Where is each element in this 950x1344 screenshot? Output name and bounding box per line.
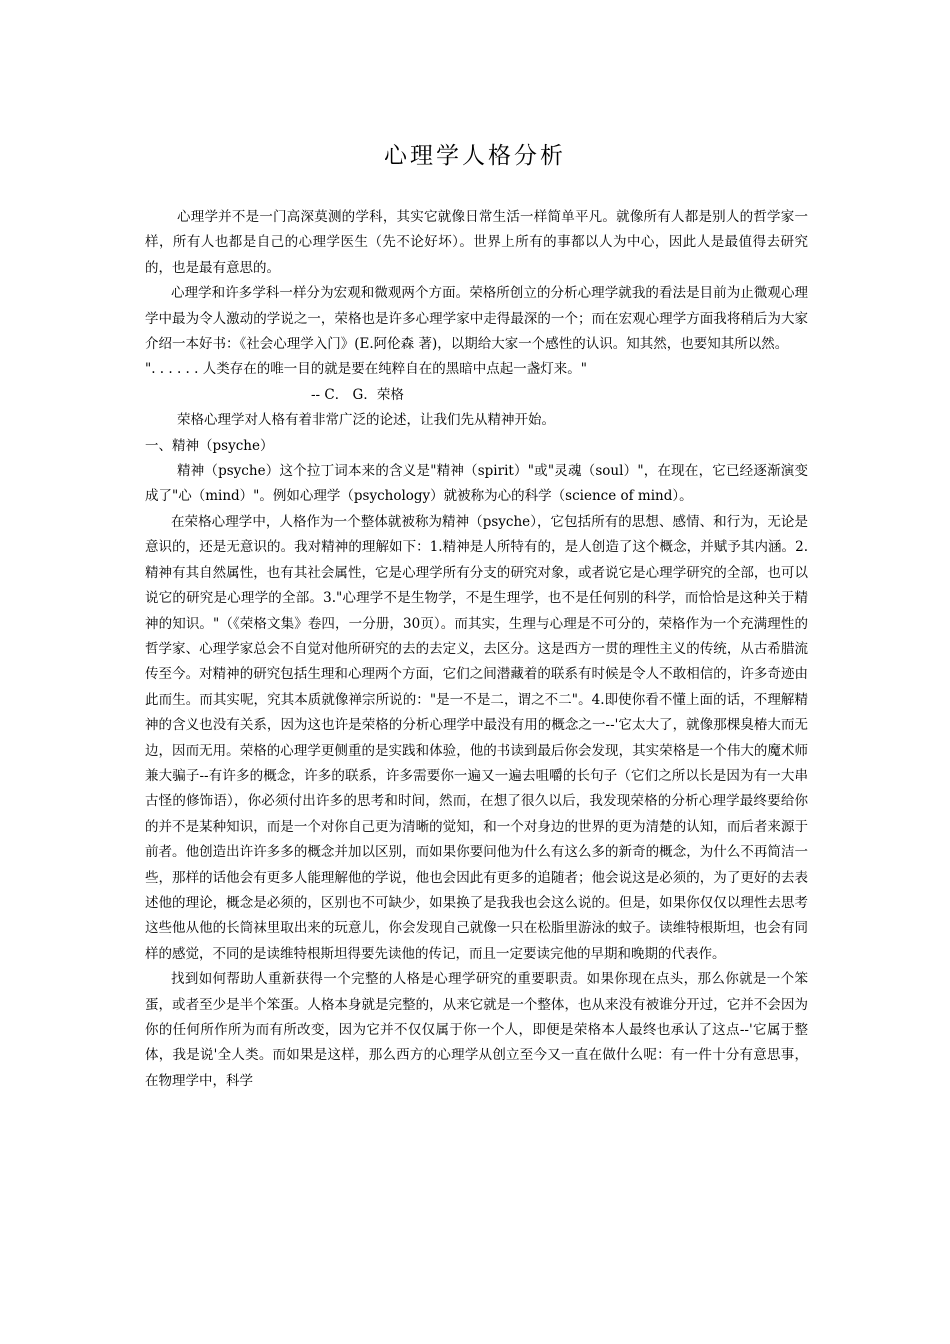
quote-line: ". . . . . . 人类存在的唯一目的就是要在纯粹自在的黑暗中点起一盏灯来。" [145, 361, 587, 378]
section-heading-psyche: 一、精神（psyche） [145, 437, 274, 454]
paragraph-intro: 心理学并不是一门高深莫测的学科，其实它就像日常生活一样简单平凡。就像所有人都是别人的哲学家一样，所有人也都是自己的心理学医生（先不论好坏）。世界上所有的事都以人为中心，因此人是最值得去研究的，也是最有意思的。 [145, 209, 808, 276]
paragraph-psyche-in-jung: 在荣格心理学中，人格作为一个整体就被称为精神（psyche），它包括所有的思想、感情、和行为，无论是意识的，还是无意识的。我对精神的理解如下：1.精神是人所特有的，是人创造了这个概念，并赋予其内涵。2.精神有其自然属性，也有其社会属性，它是心理学所有分支的研究对象，或者说它是心理学研究的全部，也可以说它的研究是心理学的全部。3."心理学不是生物学，不是生理学，也不是任何别的科学，而恰恰是这种关于精神的知识。"（《荣格文集》卷四，一分册，30页）。而其实，生理与心理是不可分的，荣格作为一个充满理性的哲学家、心理学家总会不自觉对他所研究的去的去定义，去区分。这是西方一贯的理性主义的传统，从古希腊流传至今。对精神的研究包括生理和心理两个方面，它们之间潜藏着的联系有时候是令人不敢相信的，许多奇迹由此而生。而其实呢，究其本质就像禅宗所说的："是一不是二，谓之不二"。4.即使你看不懂上面的话，不理解精神的含义也没有关系，因为这也许是荣格的分析心理学中最没有用的概念之一--'它太大了，就像那棵臭椿大而无边，因而无用。荣格的心理学更侧重的是实践和体验，他的书读到最后你会发现，其实荣格是一个伟大的魔术师兼大骗子--有许多的概念，许多的联系，许多需要你一遍又一遍去咀嚼的长句子（它们之所以长是因为有一大串古怪的修饰语），你必须付出许多的思考和时间，然而，在想了很久以后，我发现荣格的分析心理学最终要给你的并不是某种知识，而是一个对你自己更为清晰的觉知，和一个对身边的世界的更为清楚的认知，而后者来源于前者。他创造出许许多多的概念并加以区别，而如果你要问他为什么有这么多的新奇的概念，为什么不再简洁一些，那样的话他会有更多人能理解他的学说，他也会因此有更多的追随者；他会说这是必须的，为了更好的去表述他的理论，概念是必须的，区别也不可缺少，如果换了是我我也会这么说的。但是，如果你仅仅以理性去思考这些他从他的长筒袜里取出来的玩意儿，你会发现自己就像一只在松脂里游泳的蚊子。读维特根斯坦，也会有同样的感觉，不同的是读维特根斯坦得要先读他的传记，而且一定要读完他的早期和晚期的代表作。 [145, 513, 808, 962]
paragraph-psyche-meaning: 精神（psyche）这个拉丁词本来的含义是"精神（spirit）"或"灵魂（soul）"，在现在，它已经逐渐演变成了"心（mind）"。例如心理学（psychology）就被称为心的科学（science of mind）。 [145, 463, 808, 505]
quote-attribution: -- C． G．荣格 [311, 386, 404, 403]
document-body [145, 205, 808, 1094]
paragraph-start-psyche: 荣格心理学对人格有着非常广泛的论述，让我们先从精神开始。 [177, 412, 555, 429]
paragraph-whole-personality: 找到如何帮助人重新获得一个完整的人格是心理学研究的重要职责。如果你现在点头，那么你就是一个笨蛋，或者至少是半个笨蛋。人格本身就是完整的，从来它就是一个整体，也从来没有被谁分开过，它并不会因为你的任何所作所为而有所改变，因为它并不仅仅属于你一个人，即便是荣格本人最终也承认了这点--'它属于整体，我是说'全人类。而如果是这样，那么西方的心理学从创立至今又一直在做什么呢：有一件十分有意思事，在物理学中，科学 [145, 971, 808, 1089]
paragraph-macro-micro: 心理学和许多学科一样分为宏观和微观两个方面。荣格所创立的分析心理学就我的看法是目前为止微观心理学中最为令人激动的学说之一，荣格也是许多心理学家中走得最深的一个；而在宏观心理学方面我将稍后为大家介绍一本好书：《社会心理学入门》(E.阿伦森 著)，以期给大家一个感性的认识。知其然，也要知其所以然。 [145, 285, 808, 353]
document-title: 心理学人格分析 [384, 143, 566, 169]
